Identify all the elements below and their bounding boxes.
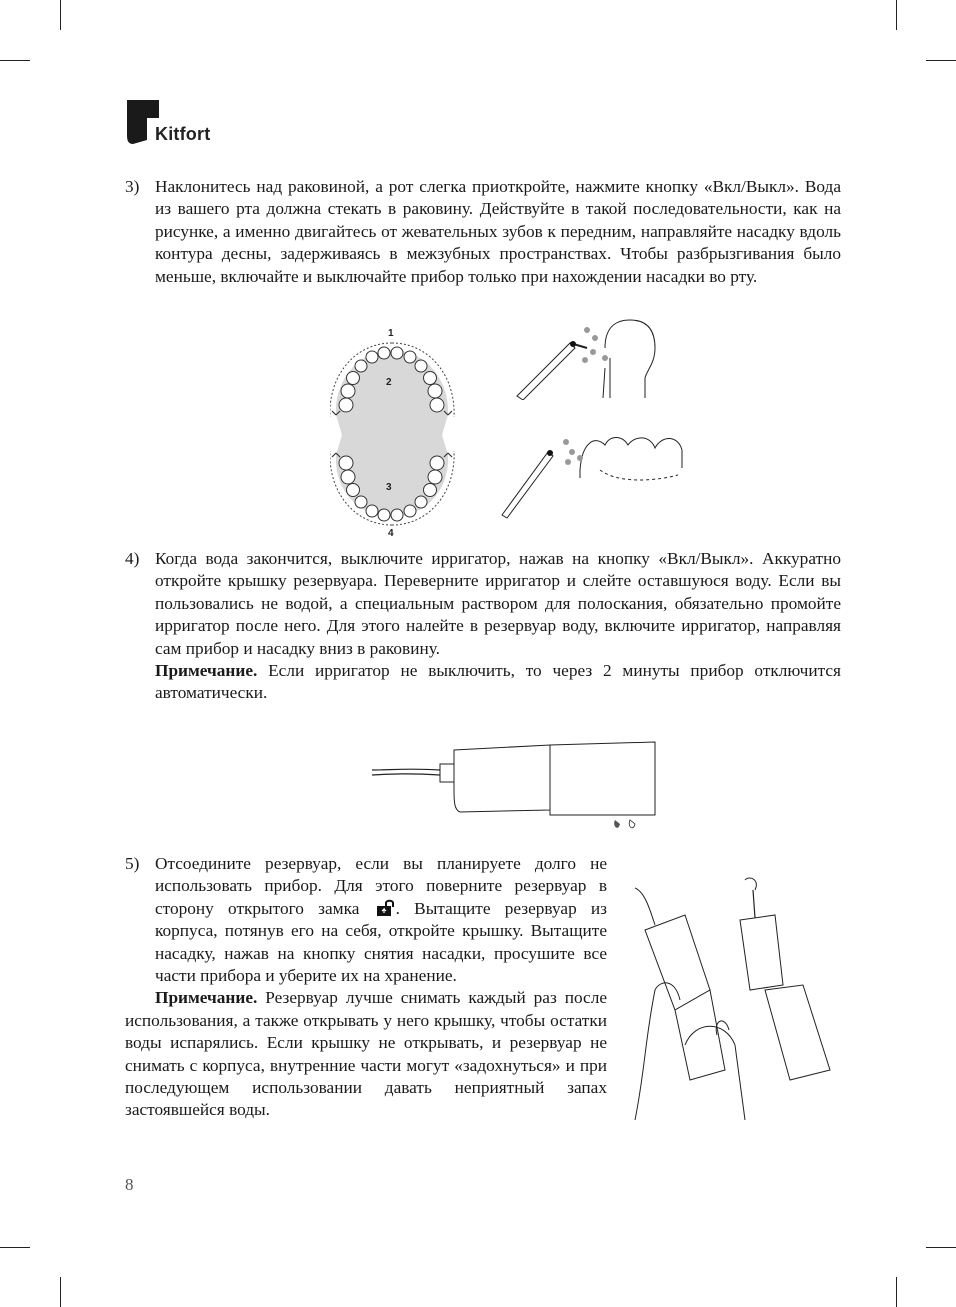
crop-mark — [0, 1247, 30, 1248]
crop-mark — [60, 0, 61, 30]
brand-name: Kitfort — [155, 124, 211, 144]
jaw-label-4: 4 — [388, 528, 394, 539]
step-note — [155, 660, 841, 705]
crop-mark — [896, 1277, 897, 1307]
crop-mark — [60, 1277, 61, 1307]
step-text — [155, 853, 607, 987]
note-text: Если ирригатор не выключить, то через 2 минуты прибор отключится автоматически. — [155, 661, 841, 703]
step-4 — [125, 548, 841, 705]
step-number: 4) — [125, 549, 140, 568]
step-text: Когда вода закончится, выключите ирригатор, нажав на кнопку «Вкл/Выкл». Аккуратно откройте крышку резервуара. Переверните ирригатор и слейте оставшуюся воду. Если вы пользовались не водой, а специальным раствором для полоскания, обязательно промойте ирригатор после него. Для этого налейте в резервуар воду, включите ирригатор, направляя сам прибор и насадку вниз в раковину. — [155, 549, 841, 658]
step-number: 3) — [125, 177, 140, 196]
irrigator-drain-illustration — [370, 740, 660, 840]
reservoir-removal-illustration — [625, 870, 850, 1125]
step-note — [125, 987, 607, 1121]
jaw-label-2: 2 — [386, 377, 392, 388]
jaw-label-1: 1 — [388, 328, 394, 339]
step-3 — [125, 176, 841, 288]
jaw-label-3: 3 — [386, 482, 392, 493]
step-text-part-1: Отсоедините резервуар, если вы планируете долго не использовать прибор. Для этого поверните резервуар в сторону открытого замка — [155, 854, 607, 918]
note-label: Примечание. — [155, 661, 258, 681]
crop-mark — [896, 0, 897, 30]
brand-logo — [125, 100, 235, 150]
open-lock-icon — [376, 899, 396, 917]
jaw-diagram — [330, 325, 460, 540]
step-5 — [125, 853, 607, 1122]
step-text-part-2: . Вытащите резервуар из корпуса, потянув его на себя, откройте крышку. Вытащите насадку, нажав на кнопку снятия насадки, просушите все части прибора и уберите их на хранение. — [155, 898, 608, 986]
crop-mark — [926, 60, 956, 61]
step-text: Наклонитесь над раковиной, а рот слегка приоткройте, нажмите кнопку «Вкл/Выкл». Вода из вашего рта должна стекать в раковину. Действуйте в такой последовательности, как на рисунке, а именно двигайтесь от жевательных зубов к передним, направляйте насадку вдоль контура десны, задерживаясь в межзубных пространствах. Чтобы разбрызгивания было меньше, включайте и выключайте прибор только при нахождении насадки во рту. — [155, 177, 841, 286]
front-tooth-illustration — [515, 318, 675, 400]
crop-mark — [0, 60, 30, 61]
crop-mark — [926, 1247, 956, 1248]
note-text: Резервуар лучше снимать каждый раз после использования, а также открывать у него крышку, чтобы остатки воды испарялись. Если крышку не открывать, и резервуар не снимать с корпуса, внутренние части могут «задохнуться» и при последующем использовании давать неприятный запах застоявшейся воды. — [125, 988, 607, 1120]
step-number: 5) — [125, 854, 140, 873]
lower-teeth-illustration — [500, 430, 690, 520]
note-label: Примечание. — [155, 988, 258, 1008]
page-number: 8 — [125, 1175, 134, 1194]
